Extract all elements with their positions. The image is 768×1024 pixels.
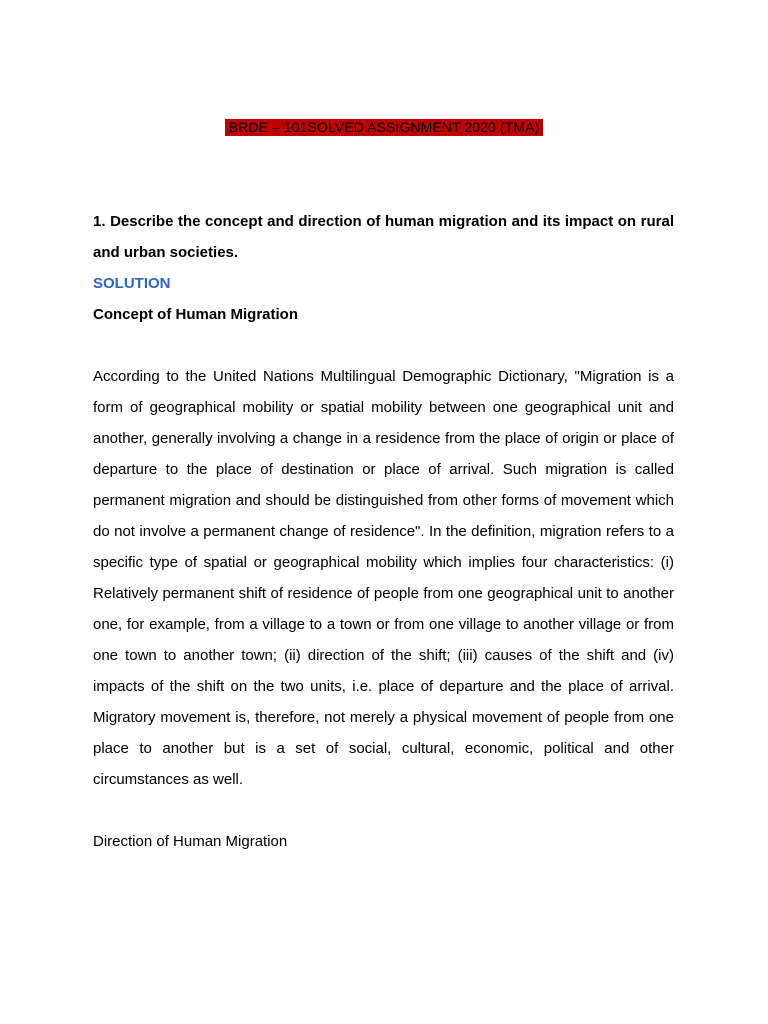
sub-heading: Direction of Human Migration	[93, 833, 288, 850]
document-title: BRDE – 101SOLVED ASSIGNMENT 2020 (TMA)	[225, 119, 544, 136]
solution-label: SOLUTION	[93, 275, 171, 292]
section-heading: Concept of Human Migration	[93, 306, 298, 323]
title-container	[0, 119, 768, 137]
question-text: 1. Describe the concept and direction of human migration and its impact on rural and urban societies.	[93, 213, 674, 261]
body-paragraph: According to the United Nations Multilingual Demographic Dictionary, "Migration is a form of geographical mobility or spatial mobility between one geographical unit and another, generally involving a change in a residence from the place of origin or place of departure to the place of destination or place of arrival. Such migration is called permanent migration and should be distinguished from other forms of movement which do not involve a permanent change of residence". In the definition, migration refers to a specific type of spatial or geographical mobility which implies four characteristics: (i) Relatively permanent shift of residence of people from one geographical unit to another one, for example, from a village to a town or from one village to another village or from one town to another town; (ii) direction of the shift; (iii) causes of the shift and (iv) impacts of the shift on the two units, i.e. place of departure and the place of arrival. Migratory movement is, therefore, not merely a physical movement of people from one place to another but is a set of social, cultural, economic, political and other circumstances as well.	[93, 368, 674, 788]
document-body	[93, 206, 674, 857]
